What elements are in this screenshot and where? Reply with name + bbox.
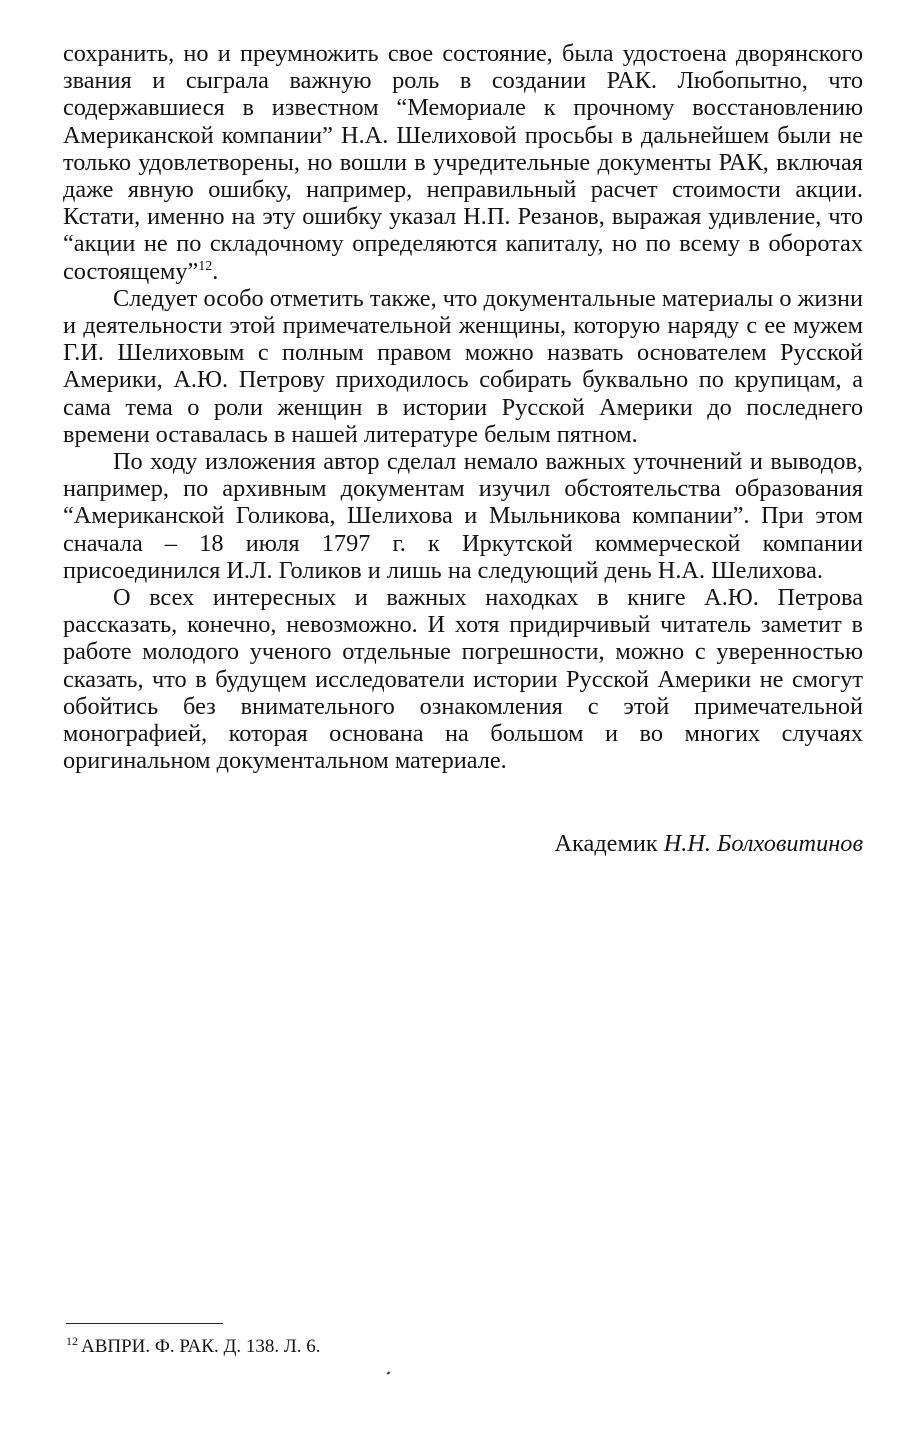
paragraph-2: Следует особо отметить также, что документальные материалы о жизни и деятельности этой примечательной женщины, которую наряду с ее мужем Г.И. Шелиховым с полным правом можно назвать основателем Русской Америки, А.Ю. Петрову приходилось собирать буквально по крупицам, а сама тема о роли женщин в истории Русской Америки до последнего времени оставалась в нашей литературе белым пятном.	[63, 284, 863, 448]
signature	[555, 830, 863, 858]
footnote-reference-period: .	[212, 257, 219, 285]
footnote-divider	[66, 1323, 223, 1324]
signature-title: Академик	[554, 830, 658, 857]
footnote-number: 12	[66, 1333, 78, 1348]
footnote-text: АВПРИ. Ф. РАК. Д. 138. Л. 6.	[81, 1336, 321, 1357]
paragraph-1-text: сохранить, но и преумножить свое состояние, была удостоена дворянского звания и сыграла важную роль в создании РАК. Любопытно, что содержавшиеся в известном “Мемориале к прочному восстановлению Американской компании” Н.А. Шелиховой просьбы в дальнейшем были не только удовлетворены, но вошли в учредительные документы РАК, включая даже явную ошибку, например, неправильный расчет стоимости акции. Кстати, именно на эту ошибку указал Н.П. Резанов, выражая удивление, что “акции не по складочному определяются капиталу, но по всему в оборотах состоящему”	[63, 40, 863, 285]
footnote-reference: 12	[198, 258, 213, 274]
footnote	[66, 1335, 321, 1359]
signature-name: Н.Н. Болховитинов	[663, 830, 863, 857]
document-body	[63, 40, 863, 774]
paragraph-1	[63, 40, 863, 285]
scan-speck	[387, 1371, 391, 1374]
paragraph-3: По ходу изложения автор сделал немало важных уточнений и выводов, например, по архивным документам изучил обстоятельства образования “Американской Голикова, Шелихова и Мыльникова компании”. При этом сначала – 18 июля 1797 г. к Иркутской коммерческой компании присоединился И.Л. Голиков и лишь на следующий день Н.А. Шелихова.	[63, 448, 863, 584]
paragraph-4: О всех интересных и важных находках в книге А.Ю. Петрова рассказать, конечно, невозможно. И хотя придирчивый читатель заметит в работе молодого ученого отдельные погрешности, можно с уверенностью сказать, что в будущем исследователи истории Русской Америки не смогут обойтись без внимательного ознакомления с этой примечательной монографией, которая основана на большом и во многих случаях оригинальном документальном материале.	[63, 584, 863, 775]
